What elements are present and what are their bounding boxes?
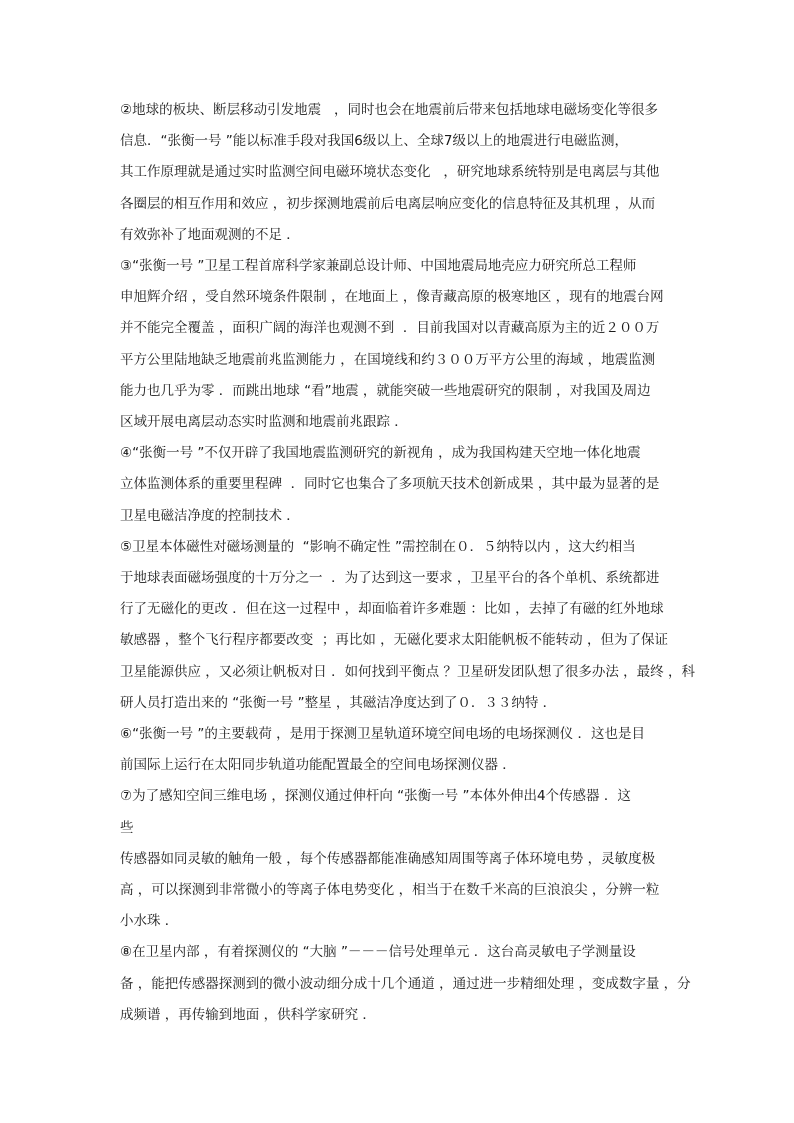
text-line: 能力也几乎为零 ．而跳出地球 “看”地震 ，就能突破一些地震研究的限制 ，对我国及周边: [120, 383, 651, 399]
text-line: ⑧在卫星内部 ，有着探测仪的 “大脑 ”－－－信号处理单元 ．这台高灵敏电子学测量设: [120, 944, 636, 960]
text-line: ⑦为了感知空间三维电场 ，探测仪通过伸杆向 “张衡一号 ”本体外伸出4个传感器 ．这: [120, 788, 631, 804]
text-line: 立体监测体系的重要里程碑 ．同时它也集合了多项航天技术创新成果 ，其中最为显著的是: [120, 476, 660, 492]
text-line: 备 ，能把传感器探测到的微小波动细分成十几个通道 ，通过进一步精细处理 ，变成数字量 ，分: [120, 976, 691, 992]
text-line: 敏感器 ，整个飞行程序都要改变 ；再比如 ，无磁化要求太阳能帆板不能转动 ，但为了保证: [120, 632, 668, 648]
text-line: 研人员打造出来的 “张衡一号 ”整星 ，其磁洁净度达到了０．３３纳特 ．: [120, 695, 557, 711]
text-line: 各圈层的相互作用和效应 ，初步探测地震前后电离层响应变化的信息特征及其机理 ，从而: [120, 196, 656, 212]
text-line: 平方公里陆地缺乏地震前兆监测能力 ，在国境线和约３００万平方公里的海域 ，地震监测: [120, 352, 656, 368]
text-line: 并不能完全覆盖 ，面积广阔的海洋也观测不到 ．目前我国对以青藏高原为主的近２００万: [120, 320, 660, 336]
text-line: ②地球的板块、断层移动引发地震 ，同时也会在地震前后带来包括地球电磁场变化等很多: [120, 102, 658, 118]
text-line: 些: [120, 820, 134, 836]
text-line: 卫星能源供应 ，又必须让帆板对日 ．如何找到平衡点 ？卫星研发团队想了很多办法 ，最终 ，科: [120, 664, 695, 680]
text-line: 有效弥补了地面观测的不足 ．: [120, 227, 300, 243]
text-line: 传感器如同灵敏的触角一般 ，每个传感器都能准确感知周围等离子体环境电势 ，灵敏度极: [120, 851, 656, 867]
text-line: 成频谱 ，再传输到地面 ，供科学家研究 ．: [120, 1007, 376, 1023]
text-line: ⑥“张衡一号 ”的主要载荷 ，是用于探测卫星轨道环境空间电场的电场探测仪 ．这也是目: [120, 726, 645, 742]
text-line: 申旭辉介绍 ，受自然环境条件限制 ，在地面上 ，像青藏高原的极寒地区 ，现有的地震台网: [120, 289, 664, 305]
text-line: ⑤卫星本体磁性对磁场测量的 “影响不确定性 ”需控制在０．５纳特以内 ，这大约相当: [120, 539, 636, 555]
text-line: ③“张衡一号 ”卫星工程首席科学家兼副总设计师、中国地震局地壳应力研究所总工程师: [120, 258, 637, 274]
text-line: 高 ，可以探测到非常微小的等离子体电势变化 ，相当于在数千米高的巨浪浪尖 ，分辨一粒: [120, 882, 660, 898]
text-line: 区域开展电离层动态实时监测和地震前兆跟踪 ．: [120, 414, 408, 430]
text-line: 行了无磁化的更改 ．但在这一过程中 ，却面临着许多难题 ：比如 ，去掉了有磁的红外地球: [120, 601, 664, 617]
text-line: 其工作原理就是通过实时监测空间电磁环境状态变化 ，研究地球系统特别是电离层与其他: [120, 164, 660, 180]
text-line: 卫星电磁洁净度的控制技术 ．: [120, 508, 300, 524]
text-line: 小水珠 ．: [120, 913, 179, 929]
text-line: 信息．“张衡一号 ”能以标准手段对我国6级以上、全球7级以上的地震进行电磁监测，: [120, 133, 628, 149]
text-line: ④“张衡一号 ”不仅开辟了我国地震监测研究的新视角 ，成为我国构建天空地一体化地震: [120, 445, 641, 461]
text-line: 前国际上运行在太阳同步轨道功能配置最全的空间电场探测仪器 ．: [120, 757, 516, 773]
text-line: 于地球表面磁场强度的十万分之一 ．为了达到这一要求 ，卫星平台的各个单机、系统都进: [120, 570, 660, 586]
